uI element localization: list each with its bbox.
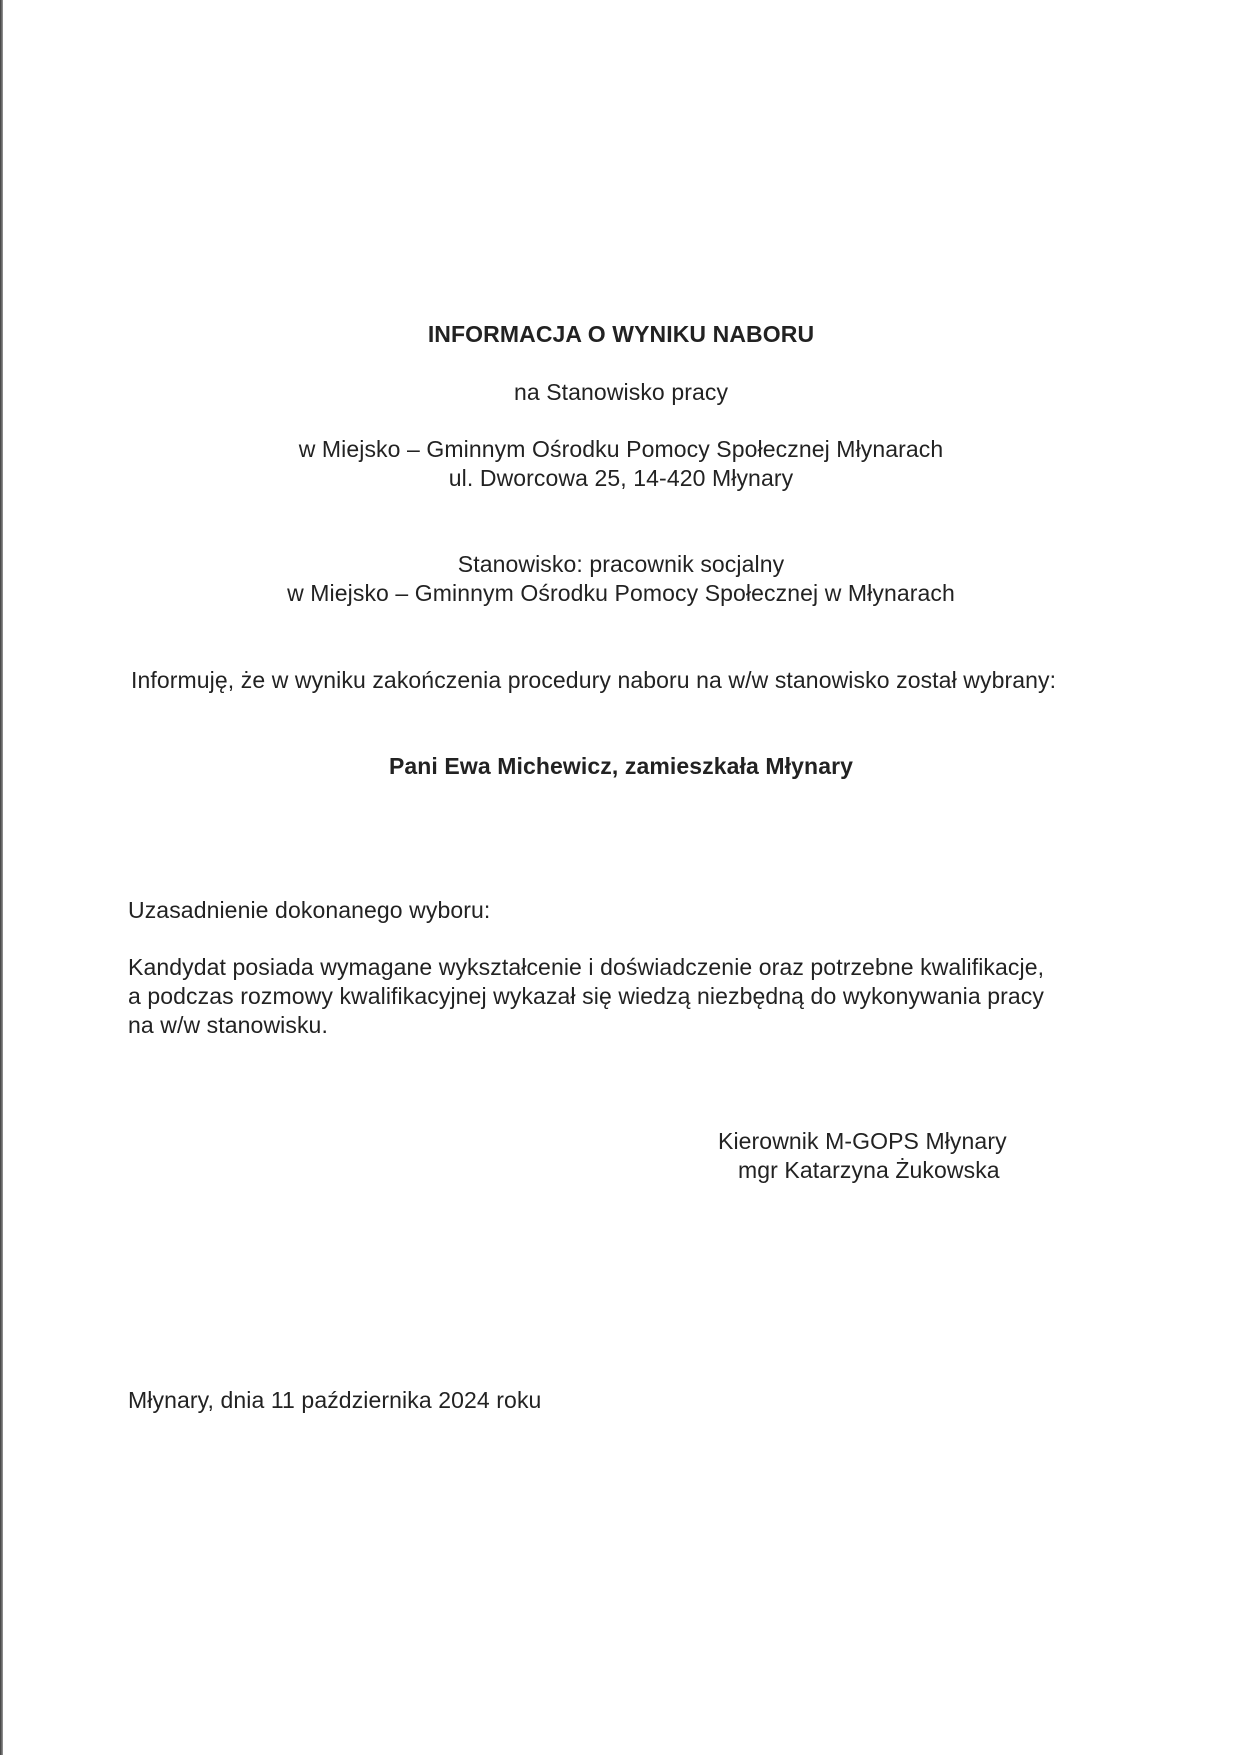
signature-name: mgr Katarzyna Żukowska <box>738 1157 1000 1183</box>
justification-heading: Uzasadnienie dokonanego wyboru: <box>128 897 491 923</box>
selected-person: Pani Ewa Michewicz, zamieszkała Młynary <box>388 753 854 779</box>
scan-edge-shadow <box>0 0 3 1755</box>
justification-line: na w/w stanowisku. <box>128 1012 328 1038</box>
institution-name: w Miejsko – Gminnym Ośrodku Pomocy Społecznej Młynarach <box>298 436 944 462</box>
position-institution: w Miejsko – Gminnym Ośrodku Pomocy Społecznej w Młynarach <box>287 580 955 606</box>
institution-address: ul. Dworcowa 25, 14-420 Młynary <box>448 465 794 491</box>
signature-role: Kierownik M-GOPS Młynary <box>718 1128 1007 1154</box>
position-title: Stanowisko: pracownik socjalny <box>457 551 785 577</box>
place-and-date: Młynary, dnia 11 października 2024 roku <box>128 1387 542 1413</box>
justification-line: Kandydat posiada wymagane wykształcenie i doświadczenie oraz potrzebne kwalifikacje, <box>128 954 1045 980</box>
justification-line: a podczas rozmowy kwalifikacyjnej wykazał się wiedzą niezbędną do wykonywania pracy <box>128 983 1044 1009</box>
info-sentence: Informuję, że w wyniku zakończenia procedury naboru na w/w stanowisko został wybrany: <box>131 667 1057 693</box>
document-title: INFORMACJA O WYNIKU NABORU <box>427 321 815 347</box>
document-subtitle: na Stanowisko pracy <box>513 379 729 405</box>
